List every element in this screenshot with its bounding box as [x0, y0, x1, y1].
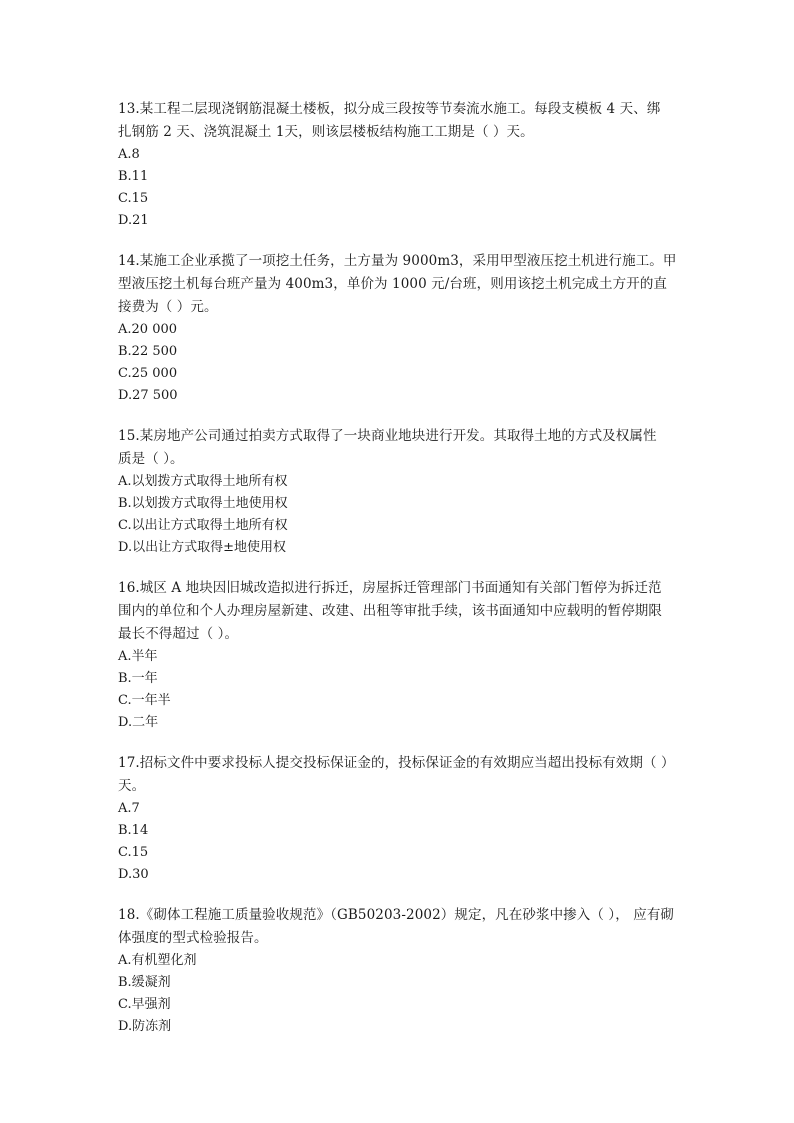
option-b: B.一年: [118, 671, 158, 686]
question-16: [118, 577, 678, 734]
question-stem-line: 扎钢筋 2 天、浇筑混凝土 1天，则该层楼板结构施工工期是（ ）天。: [118, 124, 534, 140]
option-c: C.一年半: [118, 693, 171, 708]
option-c: C.15: [118, 191, 149, 206]
question-17: [118, 752, 678, 886]
option-a: A.8: [118, 147, 140, 162]
question-stem-line: 天。: [118, 778, 146, 794]
option-b: B.以划拨方式取得土地使用权: [118, 496, 288, 511]
option-a: A.以划拨方式取得土地所有权: [118, 474, 288, 489]
question-stem-line: 18.《砌体工程施工质量验收规范》（GB50203-2002）规定，凡在砂浆中掺入（ ）， 应有砌: [118, 907, 675, 923]
question-stem-line: 最长不得超过（ ）。: [118, 626, 239, 642]
option-d: D.21: [118, 213, 149, 228]
question-15: [118, 425, 678, 559]
option-d: D.27 500: [118, 388, 178, 403]
option-d: D.二年: [118, 715, 159, 730]
option-a: A.半年: [118, 649, 158, 664]
question-18: [118, 904, 678, 1038]
option-c: C.以出让方式取得土地所有权: [118, 518, 288, 533]
document-page: [118, 98, 678, 1056]
option-b: B.22 500: [118, 344, 178, 359]
option-a: A.7: [118, 801, 140, 816]
question-stem-line: 15.某房地产公司通过拍卖方式取得了一块商业地块进行开发。其取得土地的方式及权属性: [118, 428, 657, 444]
question-stem-line: 型液压挖土机每台班产量为 400m3，单价为 1000 元/台班，则用该挖土机完成土方开的直: [118, 276, 668, 292]
option-d: D.以出让方式取得±地使用权: [118, 540, 286, 555]
question-stem-line: 体强度的型式检验报告。: [118, 930, 268, 946]
question-stem-line: 接费为（ ）元。: [118, 299, 218, 315]
question-stem-line: 围内的单位和个人办理房屋新建、改建、出租等审批手续，该书面通知中应载明的暂停期限: [118, 603, 662, 619]
option-d: D.30: [118, 867, 149, 882]
question-stem-line: 17.招标文件中要求投标人提交投标保证金的，投标保证金的有效期应当超出投标有效期（ ）: [118, 755, 675, 771]
option-c: C.早强剂: [118, 997, 171, 1012]
question-stem-line: 13.某工程二层现浇钢筋混凝土楼板，拟分成三段按等节奏流水施工。每段支模板 4 天、绑: [118, 101, 661, 117]
option-d: D.防冻剂: [118, 1019, 172, 1034]
option-a: A.有机塑化剂: [118, 953, 197, 968]
question-stem-line: 质是（ ）。: [118, 451, 184, 467]
question-stem-line: 16.城区 A 地块因旧城改造拟进行拆迁，房屋拆迁管理部门书面通知有关部门暂停为拆迁范: [118, 580, 662, 596]
option-b: B.缓凝剂: [118, 975, 171, 990]
option-b: B.14: [118, 823, 149, 838]
option-b: B.11: [118, 169, 149, 184]
question-14: [118, 250, 678, 407]
option-c: C.15: [118, 845, 149, 860]
option-c: C.25 000: [118, 366, 178, 381]
question-13: [118, 98, 678, 232]
option-a: A.20 000: [118, 322, 178, 337]
question-stem-line: 14.某施工企业承揽了一项挖土任务，土方量为 9000m3，采用甲型液压挖土机进行施工。甲: [118, 253, 677, 269]
